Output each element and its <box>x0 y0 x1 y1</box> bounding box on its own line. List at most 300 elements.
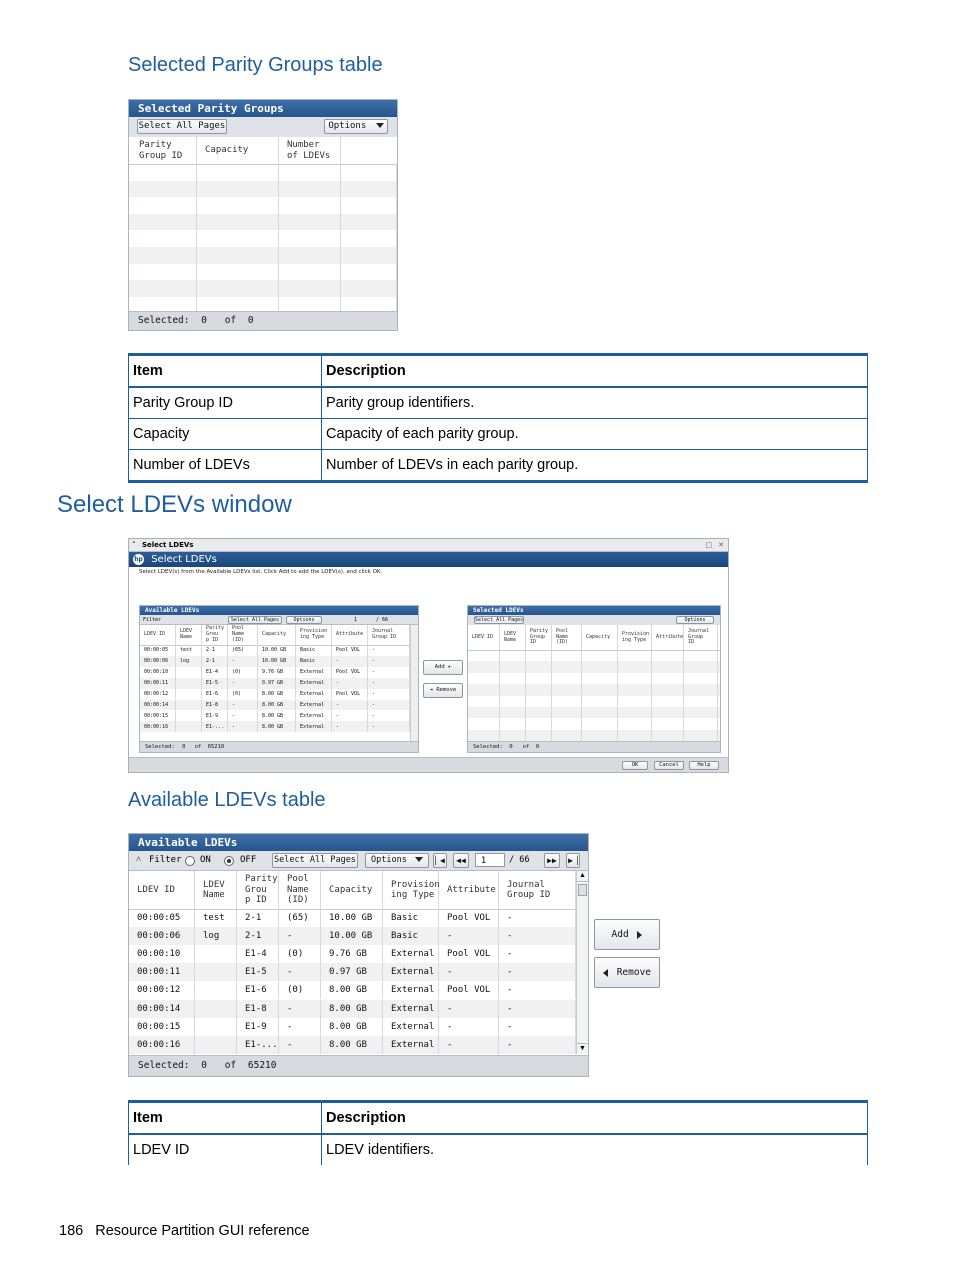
table-row[interactable] <box>129 981 576 999</box>
table-cell: E1-9 <box>237 1018 279 1036</box>
table-cell: - <box>368 656 410 667</box>
table-cell: - <box>499 945 576 963</box>
table-cell: - <box>332 700 368 711</box>
add-button[interactable] <box>594 919 660 950</box>
table-cell <box>652 696 684 707</box>
chevron-right-icon <box>637 931 642 939</box>
page-total: / 66 <box>509 855 530 865</box>
table-cell <box>684 684 718 695</box>
table-cell <box>341 181 397 198</box>
table-cell <box>582 673 618 684</box>
table-cell <box>341 230 397 247</box>
options-button[interactable] <box>365 853 429 868</box>
column-header-filler <box>341 137 397 164</box>
table-cell <box>279 247 341 264</box>
table-cell <box>176 700 202 711</box>
footer-selected-count: 0 <box>182 744 186 750</box>
table-cell: (65) <box>279 909 321 927</box>
options-button[interactable] <box>324 119 388 134</box>
table-cell <box>618 661 652 672</box>
selected-ldevs-mini-panel <box>467 605 721 753</box>
table-row[interactable] <box>468 650 720 661</box>
table-cell: 8.00 GB <box>321 1018 383 1036</box>
selected-parity-groups-panel <box>128 99 398 331</box>
table-cell <box>618 718 652 729</box>
options-button[interactable]: Options <box>286 616 322 624</box>
table-row[interactable] <box>129 247 397 264</box>
table-cell: 0.97 GB <box>258 678 296 689</box>
collapse-icon[interactable]: ˄ <box>132 541 136 549</box>
table-cell: - <box>499 963 576 981</box>
table-cell <box>652 730 684 741</box>
restore-icon[interactable]: □ <box>705 541 712 549</box>
table-cell: 10.00 GB <box>258 645 296 656</box>
panel-toolbar <box>129 117 397 138</box>
table-cell: - <box>499 909 576 927</box>
window-instruction: Select LDEV(s) from the Available LDEVs list. Click Add to add the LDEV(s), and click OK. <box>129 567 728 577</box>
available-ldevs-panel <box>128 833 589 1077</box>
table-row[interactable] <box>140 667 410 678</box>
table-cell: (0) <box>279 945 321 963</box>
page-total: / 66 <box>376 617 389 623</box>
column-header-parity-group-id[interactable]: Parity Group ID <box>129 137 197 164</box>
table-cell: - <box>279 1036 321 1054</box>
table-cell <box>552 730 582 741</box>
column-header[interactable]: Pool Name (ID) <box>279 871 321 909</box>
column-header[interactable]: LDEV ID <box>468 625 500 650</box>
window-title: Select LDEVs <box>151 554 217 565</box>
table-row[interactable] <box>468 696 720 707</box>
table-cell <box>500 718 526 729</box>
table-cell: E1-4 <box>237 945 279 963</box>
table-cell <box>195 945 237 963</box>
table-cell: External <box>383 945 439 963</box>
filter-label[interactable]: Filter <box>149 855 182 865</box>
window-tab-bar <box>129 539 728 552</box>
table-cell <box>684 661 718 672</box>
table-cell: E1-6 <box>202 689 228 700</box>
available-ldevs-mini-rows <box>140 645 410 741</box>
table-row[interactable] <box>129 945 576 963</box>
table-row[interactable] <box>129 230 397 247</box>
table-cell: 10.00 GB <box>321 909 383 927</box>
column-header[interactable]: LDEV Name <box>195 871 237 909</box>
table-row[interactable] <box>140 689 410 700</box>
panel-title: Available LDEVs <box>129 834 588 851</box>
table-cell <box>129 164 197 181</box>
table-cell: - <box>499 981 576 999</box>
ldev-description-table <box>128 1100 868 1165</box>
table-cell <box>500 650 526 661</box>
table-cell <box>129 230 197 247</box>
table-header <box>140 625 410 646</box>
close-icon[interactable]: ✕ <box>718 541 724 549</box>
footer-selected-count: 0 <box>201 1060 207 1071</box>
table-row[interactable] <box>129 280 397 297</box>
table-cell <box>618 650 652 661</box>
scrollbar[interactable] <box>410 625 418 741</box>
table-cell <box>500 696 526 707</box>
remove-button[interactable] <box>594 957 660 988</box>
table-cell: 2-1 <box>202 645 228 656</box>
table-cell <box>129 247 197 264</box>
table-row[interactable] <box>129 214 397 231</box>
table-cell: External <box>296 667 332 678</box>
column-header[interactable]: Pool Name (ID) <box>552 625 582 650</box>
panel-title: Available LDEVs <box>140 606 418 615</box>
table-cell <box>279 264 341 281</box>
table-cell: Basic <box>296 645 332 656</box>
filter-on-radio[interactable] <box>185 856 195 866</box>
options-button[interactable]: Options <box>676 616 714 624</box>
table-cell: - <box>439 963 499 981</box>
table-cell: - <box>368 667 410 678</box>
table-cell <box>129 197 197 214</box>
table-cell: - <box>439 1000 499 1018</box>
panel-title: Selected Parity Groups <box>129 100 397 117</box>
select-all-pages-button[interactable]: Select All Pages <box>137 119 227 134</box>
scroll-down-icon[interactable]: ▼ <box>577 1043 588 1054</box>
table-cell: - <box>439 1018 499 1036</box>
table-cell: - <box>368 700 410 711</box>
scroll-thumb[interactable] <box>578 884 587 896</box>
next-page-icon[interactable]: ▶▶ <box>544 853 560 868</box>
table-cell <box>552 684 582 695</box>
table-cell: 2-1 <box>202 656 228 667</box>
table-cell: 8.00 GB <box>258 689 296 700</box>
table-cell: - <box>228 678 258 689</box>
add-label: Add <box>434 664 445 670</box>
table-cell <box>176 721 202 732</box>
table-cell: 00:00:14 <box>129 1000 195 1018</box>
window-bottom-bar <box>129 757 728 773</box>
column-header[interactable]: Parity Grou p ID <box>237 871 279 909</box>
table-cell <box>176 710 202 721</box>
vertical-scrollbar[interactable] <box>576 871 588 1054</box>
table-cell <box>582 730 618 741</box>
table-cell: E1-5 <box>202 678 228 689</box>
table-cell <box>176 689 202 700</box>
table-row[interactable] <box>468 707 720 718</box>
table-cell: - <box>439 927 499 945</box>
footer-selected-label: Selected: <box>145 744 175 750</box>
table-cell: - <box>439 1036 499 1054</box>
select-all-pages-button[interactable]: Select All Pages <box>228 616 282 624</box>
table-cell: External <box>383 981 439 999</box>
column-header[interactable]: LDEV ID <box>140 625 176 645</box>
filter-off-label: OFF <box>240 855 257 865</box>
table-row[interactable] <box>468 730 720 741</box>
table-cell: log <box>195 927 237 945</box>
table-cell <box>279 197 341 214</box>
table-cell: 9.76 GB <box>321 945 383 963</box>
footer-of-label: of <box>194 744 202 750</box>
table-cell <box>684 718 718 729</box>
table-cell: External <box>296 700 332 711</box>
table-row[interactable] <box>140 656 410 667</box>
table-cell <box>652 718 684 729</box>
options-label: Options <box>328 121 367 131</box>
column-header[interactable]: Provision ing Type <box>383 871 439 909</box>
table-cell: - <box>368 645 410 656</box>
table-cell: External <box>383 1000 439 1018</box>
table-cell <box>197 164 279 181</box>
table-cell: Basic <box>383 927 439 945</box>
filter-collapse-icon[interactable]: ˄ <box>136 855 142 865</box>
table-cell: - <box>332 656 368 667</box>
table-cell: E1-8 <box>202 700 228 711</box>
cancel-button[interactable]: Cancel <box>654 761 684 770</box>
table-cell <box>552 718 582 729</box>
table-cell <box>582 650 618 661</box>
column-header[interactable]: LDEV Name <box>500 625 526 650</box>
table-cell <box>197 181 279 198</box>
table-cell <box>652 707 684 718</box>
column-header-number-of-ldevs[interactable]: Number of LDEVs <box>279 137 341 164</box>
table-cell: 00:00:05 <box>129 909 195 927</box>
table-cell <box>552 673 582 684</box>
table-header-description: Description <box>322 1102 868 1135</box>
table-row[interactable] <box>468 684 720 695</box>
table-cell: External <box>383 1018 439 1036</box>
table-cell: - <box>499 1036 576 1054</box>
table-cell: 2-1 <box>237 927 279 945</box>
footer-selected-label: Selected: <box>138 315 190 326</box>
table-cell: - <box>228 721 258 732</box>
table-cell: External <box>383 963 439 981</box>
table-cell <box>195 1036 237 1054</box>
table-cell: 8.00 GB <box>321 1036 383 1054</box>
table-cell: External <box>296 689 332 700</box>
table-cell <box>618 673 652 684</box>
table-cell <box>684 673 718 684</box>
table-row[interactable] <box>129 164 397 181</box>
add-button-mini[interactable]: Add ▸ <box>423 660 463 675</box>
panel-toolbar <box>129 851 588 871</box>
table-cell <box>500 684 526 695</box>
footer-of-label: of <box>224 315 237 326</box>
table-cell: 00:00:12 <box>140 689 176 700</box>
last-page-icon[interactable]: ▶▕ <box>566 853 580 868</box>
help-button[interactable]: Help <box>689 761 719 770</box>
table-cell: - <box>228 700 258 711</box>
table-header-description: Description <box>322 355 868 388</box>
table-cell: E1-6 <box>237 981 279 999</box>
table-cell: 0.97 GB <box>321 963 383 981</box>
page-number-input[interactable]: 1 <box>475 853 505 867</box>
select-all-pages-button[interactable]: Select All Pages <box>475 617 524 623</box>
table-cell <box>582 707 618 718</box>
table-cell: 00:00:11 <box>129 963 195 981</box>
table-row[interactable] <box>129 264 397 281</box>
table-cell <box>197 214 279 231</box>
column-header[interactable]: Parity Group ID <box>526 625 552 650</box>
table-cell: E1-4 <box>202 667 228 678</box>
table-row[interactable] <box>140 645 410 656</box>
table-cell <box>468 718 500 729</box>
table-header-item: Item <box>129 1102 322 1135</box>
table-cell: Basic <box>296 656 332 667</box>
footer-total: 65210 <box>247 1060 277 1071</box>
table-cell <box>197 264 279 281</box>
panel-footer <box>140 741 418 752</box>
column-header[interactable]: Pool Name (ID) <box>228 625 258 645</box>
table-cell: External <box>383 1036 439 1054</box>
table-row[interactable] <box>140 678 410 689</box>
panel-footer: Selected: 0 of 0 <box>468 741 720 752</box>
column-header[interactable]: Parity Grou p ID <box>202 625 228 645</box>
table-cell <box>526 696 552 707</box>
column-header[interactable]: Journal Group ID <box>684 625 718 650</box>
table-row[interactable] <box>468 718 720 729</box>
table-cell <box>468 696 500 707</box>
table-row[interactable] <box>129 963 576 981</box>
column-header[interactable]: Capacity <box>258 625 296 645</box>
chevron-down-icon <box>376 123 384 128</box>
ok-button[interactable]: OK <box>622 761 648 770</box>
footer-of-label: of <box>224 1060 237 1071</box>
remove-button-mini[interactable]: ◂ Remove <box>423 683 463 698</box>
filter-off-radio[interactable] <box>224 856 234 866</box>
table-cell: - <box>332 721 368 732</box>
column-header[interactable]: LDEV Name <box>176 625 202 645</box>
table-cell <box>552 707 582 718</box>
table-row[interactable] <box>129 1000 576 1018</box>
column-header[interactable]: Attribute <box>652 625 684 650</box>
remove-label: Remove <box>436 687 457 693</box>
available-ldevs-mini-panel <box>139 605 419 753</box>
table-row[interactable] <box>129 909 576 927</box>
options-label: Options <box>371 855 407 865</box>
page-number[interactable]: 1 <box>354 617 358 623</box>
table-cell: (0) <box>228 689 258 700</box>
table-cell: 8.00 GB <box>258 710 296 721</box>
table-cell <box>129 280 197 297</box>
table-row[interactable] <box>129 927 576 945</box>
panel-title: Selected LDEVs <box>468 606 720 615</box>
select-ldevs-window <box>128 538 729 773</box>
table-cell: E1-8 <box>237 1000 279 1018</box>
table-cell-item: Parity Group ID <box>129 387 322 419</box>
page-footer <box>59 1223 310 1239</box>
table-cell: 00:00:12 <box>129 981 195 999</box>
table-cell: 00:00:16 <box>140 721 176 732</box>
table-cell <box>341 280 397 297</box>
first-page-icon[interactable]: ▏◀ <box>433 853 447 868</box>
chevron-down-icon <box>415 857 423 862</box>
scroll-up-icon[interactable]: ▲ <box>577 871 588 882</box>
table-row[interactable] <box>129 1018 576 1036</box>
table-cell <box>195 1018 237 1036</box>
table-cell <box>652 684 684 695</box>
column-header-capacity[interactable]: Capacity <box>197 137 279 164</box>
table-cell: - <box>368 689 410 700</box>
column-header[interactable]: Attribute <box>439 871 499 909</box>
table-cell <box>500 707 526 718</box>
table-cell <box>526 730 552 741</box>
table-cell <box>195 981 237 999</box>
table-row[interactable] <box>140 721 410 732</box>
table-cell-item: Number of LDEVs <box>129 450 322 482</box>
table-row[interactable] <box>129 1036 576 1054</box>
table-cell <box>341 214 397 231</box>
table-cell: 00:00:16 <box>129 1036 195 1054</box>
column-header[interactable]: Journal Group ID <box>499 871 576 909</box>
window-title-bar <box>129 552 728 567</box>
table-cell: E1-9 <box>202 710 228 721</box>
parity-groups-description-table <box>128 353 868 483</box>
section-heading-selected-parity-groups: Selected Parity Groups table <box>128 54 383 76</box>
table-cell <box>526 718 552 729</box>
table-cell <box>279 214 341 231</box>
table-cell: 00:00:15 <box>129 1018 195 1036</box>
table-cell <box>684 707 718 718</box>
table-cell: - <box>368 721 410 732</box>
table-row[interactable] <box>140 710 410 721</box>
column-header[interactable]: LDEV ID <box>129 871 195 909</box>
table-cell: Pool VOL <box>439 981 499 999</box>
table-cell: 00:00:06 <box>129 927 195 945</box>
table-cell: - <box>332 678 368 689</box>
selected-ldevs-mini-rows <box>468 650 720 741</box>
parity-groups-rows <box>129 164 397 310</box>
table-row[interactable] <box>468 661 720 672</box>
table-row[interactable] <box>140 700 410 711</box>
table-cell <box>468 730 500 741</box>
table-row[interactable] <box>129 181 397 198</box>
table-cell-description: Number of LDEVs in each parity group. <box>322 450 868 482</box>
page-number: 186 <box>59 1223 84 1239</box>
panel-footer <box>129 311 397 330</box>
filter-label[interactable]: Filter <box>143 617 162 623</box>
panel-footer <box>129 1055 588 1076</box>
table-cell <box>552 661 582 672</box>
table-cell: 00:00:15 <box>140 710 176 721</box>
column-header[interactable]: Capacity <box>582 625 618 650</box>
table-cell <box>129 264 197 281</box>
column-header[interactable]: Attribute <box>332 625 368 645</box>
table-cell: E1-... <box>202 721 228 732</box>
column-header[interactable]: Provision ing Type <box>296 625 332 645</box>
previous-page-icon[interactable]: ◀◀ <box>453 853 469 868</box>
table-header <box>468 625 720 651</box>
column-header[interactable]: Journal Group ID <box>368 625 410 645</box>
table-row[interactable] <box>129 197 397 214</box>
table-cell <box>582 718 618 729</box>
table-header-item: Item <box>129 355 322 388</box>
column-header[interactable]: Capacity <box>321 871 383 909</box>
table-cell <box>468 673 500 684</box>
table-cell <box>582 696 618 707</box>
column-header[interactable]: Provision ing Type <box>618 625 652 650</box>
table-cell: 8.00 GB <box>258 721 296 732</box>
window-tab-title: Select LDEVs <box>141 541 194 549</box>
table-row[interactable] <box>468 673 720 684</box>
table-cell: test <box>176 645 202 656</box>
table-cell: - <box>279 1018 321 1036</box>
table-cell <box>176 667 202 678</box>
table-cell: - <box>368 710 410 721</box>
chevron-left-icon <box>603 969 608 977</box>
table-cell <box>129 214 197 231</box>
table-cell <box>279 181 341 198</box>
select-all-pages-button[interactable]: Select All Pages <box>272 853 358 868</box>
table-cell: 9.76 GB <box>258 667 296 678</box>
table-cell <box>468 650 500 661</box>
table-cell <box>197 280 279 297</box>
table-cell <box>341 247 397 264</box>
table-cell <box>552 650 582 661</box>
